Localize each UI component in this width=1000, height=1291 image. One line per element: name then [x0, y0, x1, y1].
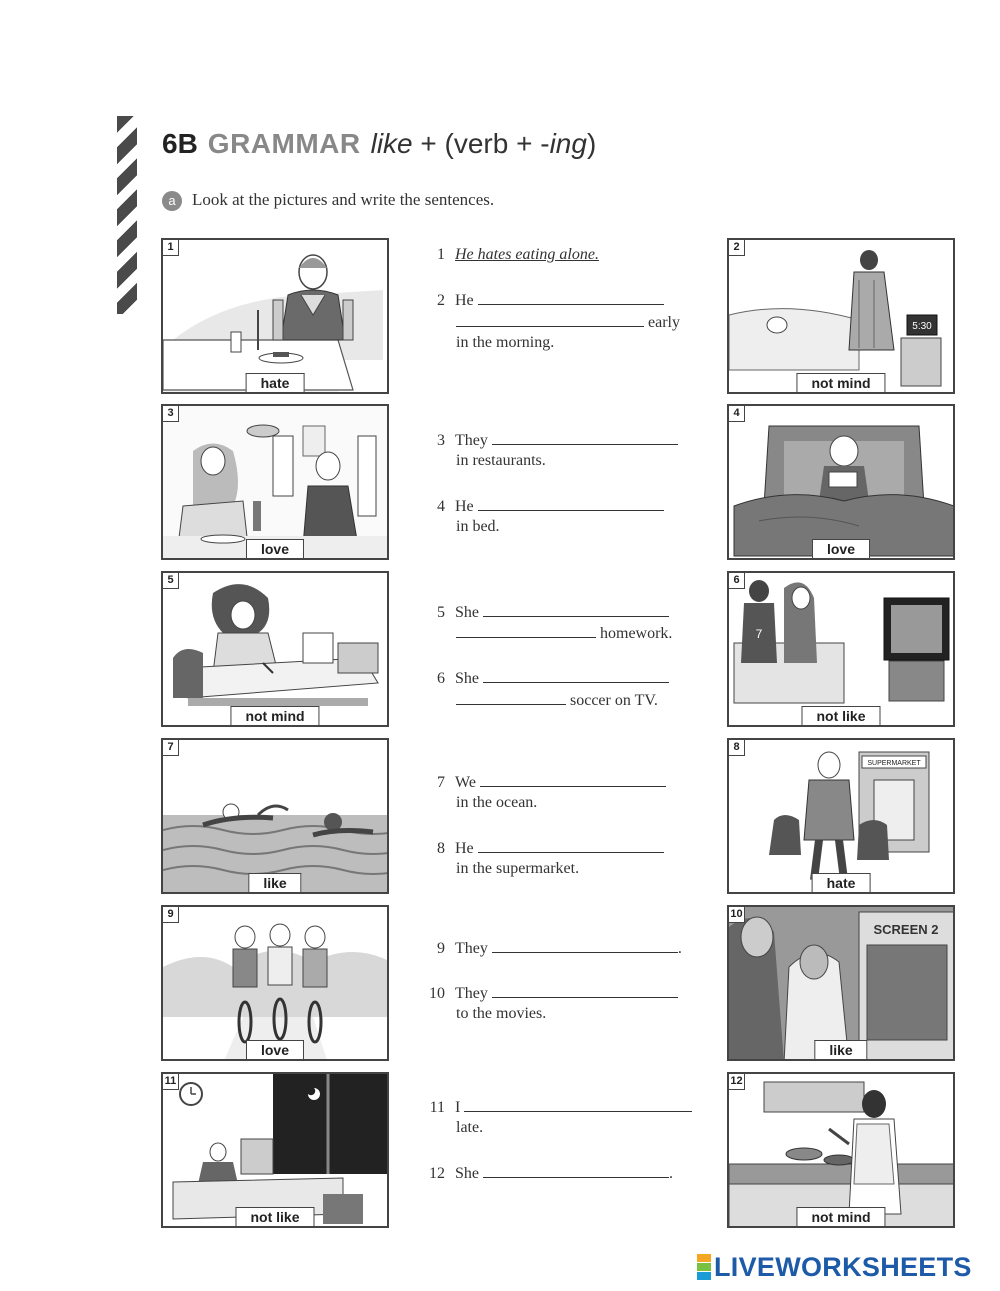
answer-blank[interactable]	[478, 290, 664, 305]
answer-blank[interactable]	[478, 496, 664, 511]
sentence-6-continuation: soccer on TV.	[456, 690, 658, 710]
panel-number: 1	[163, 240, 179, 256]
man-eating-alone-illustration	[163, 240, 389, 394]
panel-number: 5	[163, 573, 179, 589]
picture-panel-1	[161, 238, 389, 394]
sentence-3: 3 They	[423, 430, 678, 450]
picture-panel-7	[161, 738, 389, 894]
exercise-letter-badge: a	[162, 191, 182, 211]
sentence-2-ending: in the morning.	[456, 334, 555, 351]
answer-blank[interactable]	[456, 623, 596, 638]
sentence-11-continuation: late.	[456, 1119, 484, 1136]
verb-label: love	[246, 539, 304, 558]
picture-panel-3	[161, 404, 389, 560]
decorative-stripe	[117, 116, 137, 314]
picture-panel-6	[727, 571, 955, 727]
verb-label: like	[814, 1040, 867, 1059]
sentence-2-continuation: early	[456, 312, 680, 332]
man-working-late-illustration	[163, 1074, 389, 1228]
sentence-2: 2 He	[423, 290, 664, 310]
sentence-8-continuation: in the supermarket.	[456, 860, 580, 877]
picture-panel-11	[161, 1072, 389, 1228]
man-getting-up-early-illustration	[729, 240, 955, 394]
verb-label: love	[246, 1040, 304, 1059]
answer-blank[interactable]	[483, 1163, 669, 1178]
clock-display: 5:30	[912, 321, 932, 332]
people-cycling-illustration	[163, 907, 389, 1061]
sentence-7-continuation: in the ocean.	[456, 794, 538, 811]
sentence-9: 9 They .	[437, 940, 682, 957]
sentence-7: 7 We	[423, 772, 666, 792]
verb-label: not like	[801, 706, 880, 725]
panel-number: 2	[729, 240, 745, 256]
sentence-12: 12 She .	[429, 1165, 673, 1182]
verb-label: not like	[235, 1207, 314, 1226]
sentence-4-continuation: in bed.	[456, 518, 500, 535]
sentence-10: 10 They	[423, 983, 678, 1003]
picture-panel-10	[727, 905, 955, 1061]
verb-label: not mind	[796, 373, 885, 392]
man-at-supermarket-illustration	[729, 740, 955, 894]
jersey-number: 7	[755, 627, 763, 641]
sentence-4: 4 He	[423, 496, 664, 516]
woman-cooking-illustration	[729, 1074, 955, 1228]
couple-at-cinema-illustration	[729, 907, 955, 1061]
answer-blank[interactable]	[492, 430, 678, 445]
picture-panel-4	[727, 404, 955, 560]
answer-blank[interactable]	[480, 772, 666, 787]
verb-label: love	[812, 539, 870, 558]
answer-blank[interactable]	[483, 668, 669, 683]
section-name: GRAMMAR	[207, 128, 361, 159]
logo-icon	[697, 1254, 711, 1280]
cinema-sign: SCREEN 2	[873, 922, 939, 937]
panel-number: 8	[729, 740, 745, 756]
sentence-10-continuation: to the movies.	[456, 1005, 547, 1022]
boy-reading-in-bed-illustration	[729, 406, 955, 560]
verb-label: hate	[812, 873, 871, 892]
sentence-8: 8 He	[423, 838, 664, 858]
example-answer: He hates eating alone.	[455, 246, 599, 263]
sentence-5: 5 She	[423, 602, 669, 622]
answer-blank[interactable]	[464, 1097, 692, 1112]
supermarket-sign: SUPERMARKET	[867, 760, 921, 767]
sentence-1: 1 He hates eating alone.	[437, 246, 599, 263]
panel-number: 12	[729, 1074, 745, 1090]
couple-watching-tv-illustration	[729, 573, 955, 727]
panel-number: 6	[729, 573, 745, 589]
answer-blank[interactable]	[478, 838, 664, 853]
answer-blank[interactable]	[456, 690, 566, 705]
panel-number: 10	[729, 907, 745, 923]
panel-number: 4	[729, 406, 745, 422]
picture-panel-9	[161, 905, 389, 1061]
page-title	[162, 128, 596, 160]
verb-label: hate	[246, 373, 305, 392]
answer-blank[interactable]	[483, 602, 669, 617]
picture-panel-5	[161, 571, 389, 727]
unit-code: 6B	[162, 128, 198, 159]
sentence-3-continuation: in restaurants.	[456, 452, 546, 469]
exercise-instruction: a Look at the pictures and write the sentences.	[162, 190, 494, 211]
grammar-topic: like + (verb + -ing)	[370, 128, 597, 159]
liveworksheets-logo: LIVEWORKSHEETS	[697, 1252, 972, 1283]
verb-label: not mind	[796, 1207, 885, 1226]
picture-panel-8	[727, 738, 955, 894]
panel-number: 7	[163, 740, 179, 756]
verb-label: not mind	[230, 706, 319, 725]
panel-number: 9	[163, 907, 179, 923]
picture-panel-2	[727, 238, 955, 394]
verb-label: like	[248, 873, 301, 892]
answer-blank[interactable]	[492, 983, 678, 998]
people-swimming-illustration	[163, 740, 389, 894]
panel-number: 11	[163, 1074, 179, 1090]
girl-doing-homework-illustration	[163, 573, 389, 727]
couple-in-restaurant-illustration	[163, 406, 389, 560]
sentence-5-continuation: homework.	[456, 623, 672, 643]
sentence-6: 6 She	[423, 668, 669, 688]
answer-blank[interactable]	[456, 312, 644, 327]
answer-blank[interactable]	[492, 938, 678, 953]
picture-panel-12	[727, 1072, 955, 1228]
panel-number: 3	[163, 406, 179, 422]
sentence-11: 11 I	[423, 1097, 692, 1117]
